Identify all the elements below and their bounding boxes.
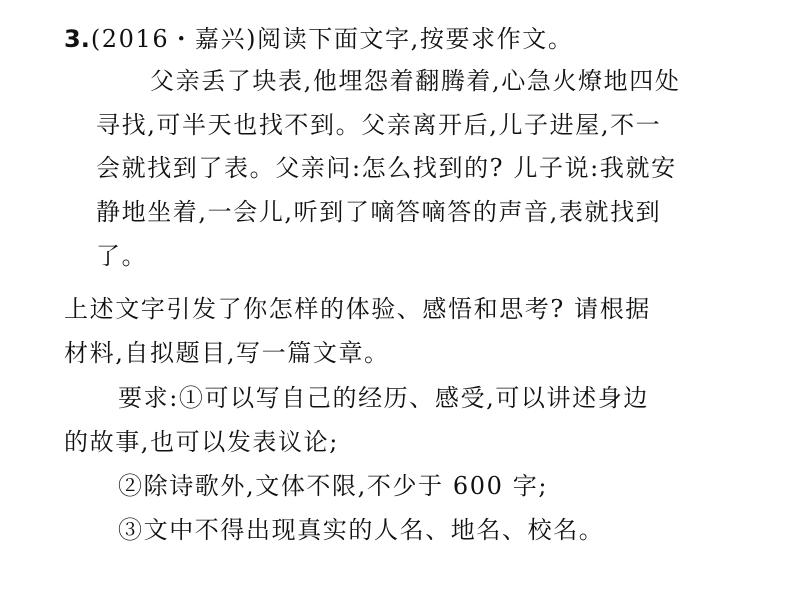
prompt-line-2: 材料,自拟题目,写一篇文章。 [64,339,390,367]
question-header: (2016・嘉兴)阅读下面文字,按要求作文。 [90,25,574,53]
question-number: 3. [64,25,90,53]
passage-line-3: 会就找到了表。父亲问:怎么找到的? 儿子说:我就安 [96,154,677,182]
passage-line-5: 了。 [96,242,148,270]
passage-line-4: 静地坐着,一会儿,听到了嘀答嘀答的声音,表就找到 [96,198,662,226]
requirement-line-4: ③文中不得出现真实的人名、地名、校名。 [118,516,605,544]
passage-line-1: 父亲丢了块表,他埋怨着翻腾着,心急火燎地四处 [150,67,681,95]
passage-line-2: 寻找,可半天也找不到。父亲离开后,儿子进屋,不一 [96,111,662,139]
requirement-line-2: 的故事,也可以发表议论; [64,428,339,456]
question-header-line [64,23,573,55]
requirement-line-3: ②除诗歌外,文体不限,不少于 600 字; [118,472,549,500]
prompt-line-1: 上述文字引发了你怎样的体验、感悟和思考? 请根据 [64,295,651,323]
requirement-line-1: 要求:①可以写自己的经历、感受,可以讲述身边 [118,384,649,412]
